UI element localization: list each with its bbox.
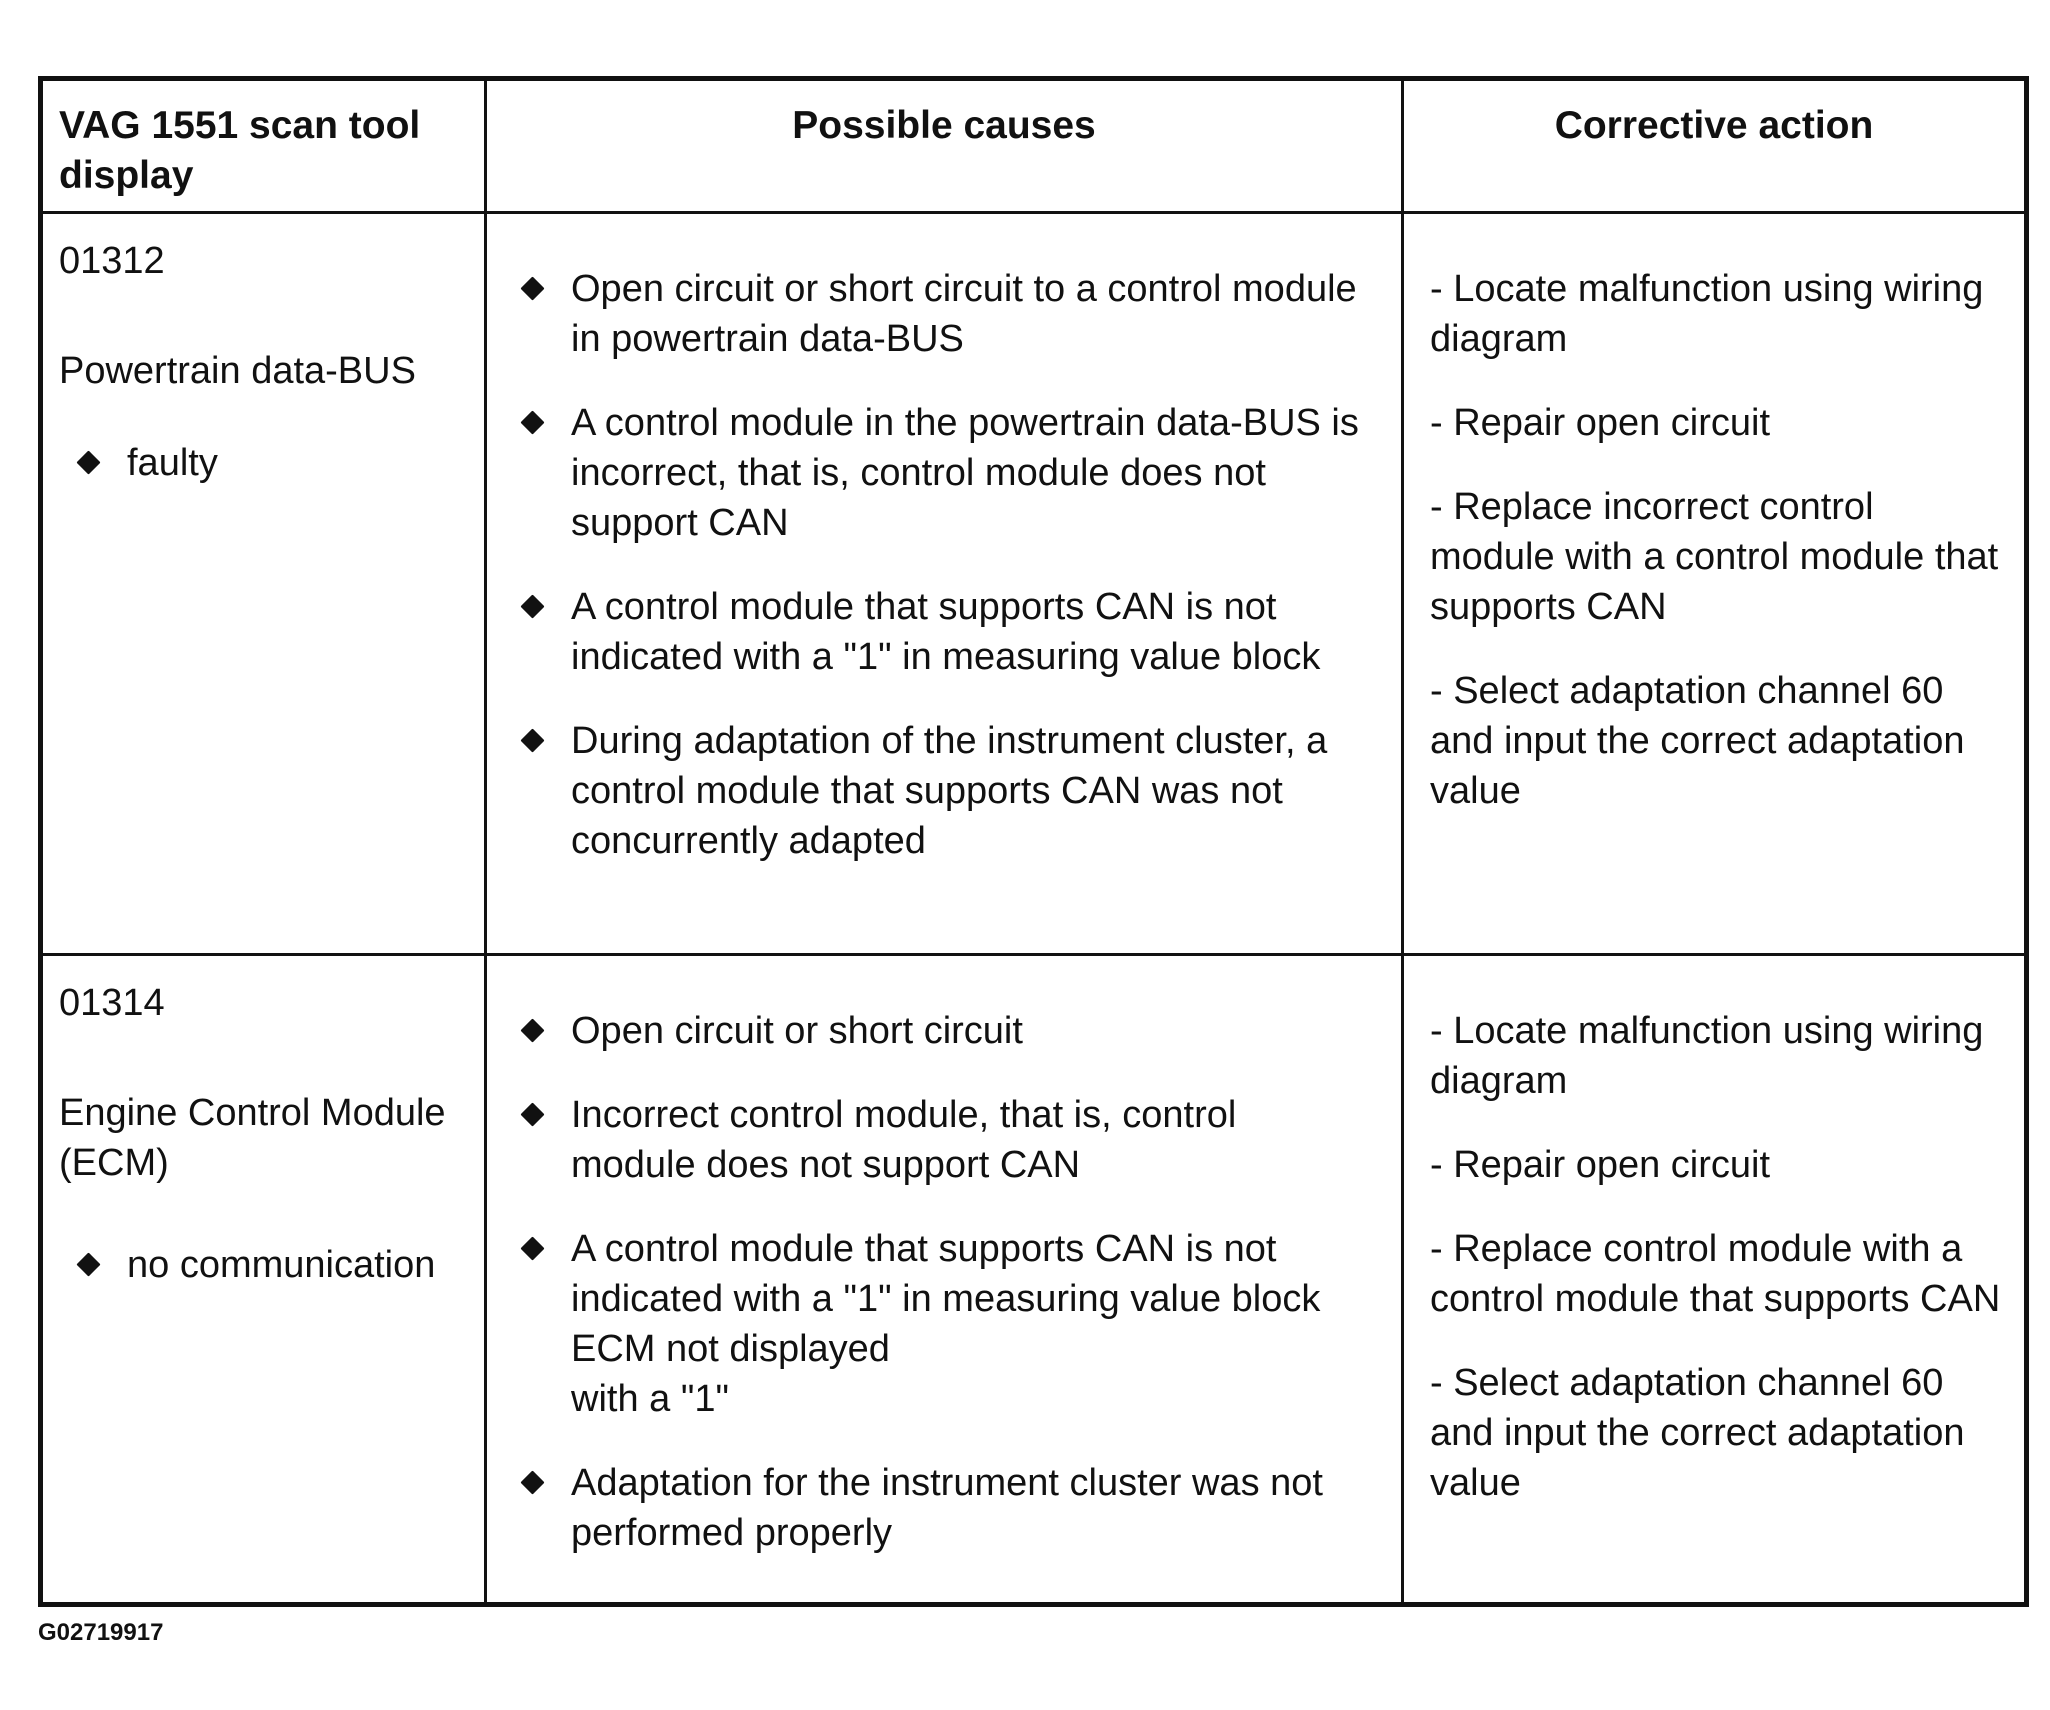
list-item: - Replace control module with a control module that supports CAN	[1430, 1228, 2001, 1320]
cause-text: A control module in the powertrain data-BUS is incorrect, that is, control module does not support CAN	[571, 402, 1359, 544]
table-row	[41, 213, 2027, 955]
figure-id-label: G02719917	[38, 1619, 164, 1646]
fault-status-text: faulty	[127, 442, 218, 484]
header-label: VAG 1551 scan tool display	[59, 104, 421, 197]
cause-text: A control module that supports CAN is not indicated with a "1" in measuring value block ECM not displayed with a "1"	[571, 1228, 1321, 1420]
diamond-bullet-icon	[521, 729, 545, 753]
possible-causes-cell	[486, 213, 1403, 955]
possible-causes-cell	[486, 955, 1403, 1605]
cause-text: Open circuit or short circuit	[571, 1010, 1023, 1052]
diamond-bullet-icon	[521, 1471, 545, 1495]
cause-text: During adaptation of the instrument cluster, a control module that supports CAN was not concurrently adapted	[571, 720, 1328, 862]
corrective-action-cell	[1403, 955, 2027, 1605]
fault-code: 01314	[59, 982, 165, 1024]
fault-status	[59, 1240, 472, 1290]
component-name: Powertrain data-BUS	[59, 350, 416, 392]
list-item: - Replace incorrect control module with a control module that supports CAN	[1430, 486, 1999, 628]
scan-tool-display-cell	[41, 955, 486, 1605]
component-name: Engine Control Module (ECM)	[59, 1092, 446, 1184]
table-row	[41, 955, 2027, 1605]
diamond-bullet-icon	[77, 451, 101, 475]
cause-text: Adaptation for the instrument cluster was not performed properly	[571, 1462, 1323, 1554]
list-item: - Select adaptation channel 60 and input the correct adaptation value	[1430, 670, 1965, 812]
table-header-row	[41, 79, 2027, 213]
diamond-bullet-icon	[521, 1103, 545, 1127]
list-item	[521, 1090, 1371, 1190]
header-label: Corrective action	[1554, 104, 1874, 147]
cause-text: A control module that supports CAN is not indicated with a "1" in measuring value block	[571, 586, 1321, 678]
list-item	[521, 398, 1371, 548]
header-possible-causes	[486, 79, 1403, 213]
list-item	[521, 1224, 1371, 1424]
list-item: - Locate malfunction using wiring diagram	[1430, 268, 1984, 360]
list-item	[521, 582, 1371, 682]
causes-list	[521, 264, 1371, 866]
fault-code: 01312	[59, 240, 165, 282]
corrective-action-cell	[1403, 213, 2027, 955]
actions-list	[1430, 264, 2004, 816]
actions-list	[1430, 1006, 2004, 1508]
header-corrective-action	[1403, 79, 2027, 213]
diamond-bullet-icon	[521, 411, 545, 435]
list-item: - Repair open circuit	[1430, 1144, 1771, 1186]
diamond-bullet-icon	[521, 277, 545, 301]
fault-status-text: no communication	[127, 1244, 436, 1286]
list-item	[521, 1006, 1371, 1056]
diagnostic-table	[38, 76, 2029, 1607]
diamond-bullet-icon	[521, 1237, 545, 1261]
fault-status	[59, 438, 472, 488]
causes-list	[521, 1006, 1371, 1558]
scan-tool-display-cell	[41, 213, 486, 955]
list-item: - Select adaptation channel 60 and input the correct adaptation value	[1430, 1362, 1965, 1504]
diamond-bullet-icon	[521, 1019, 545, 1043]
header-label: Possible causes	[792, 104, 1096, 147]
cause-text: Incorrect control module, that is, control module does not support CAN	[571, 1094, 1237, 1186]
list-item: - Repair open circuit	[1430, 402, 1771, 444]
cause-text: Open circuit or short circuit to a control module in powertrain data-BUS	[571, 268, 1357, 360]
list-item	[521, 1458, 1371, 1558]
list-item	[521, 716, 1371, 866]
list-item: - Locate malfunction using wiring diagram	[1430, 1010, 1984, 1102]
list-item	[521, 264, 1371, 364]
diamond-bullet-icon	[521, 595, 545, 619]
header-scan-tool-display	[41, 79, 486, 213]
diamond-bullet-icon	[77, 1253, 101, 1277]
